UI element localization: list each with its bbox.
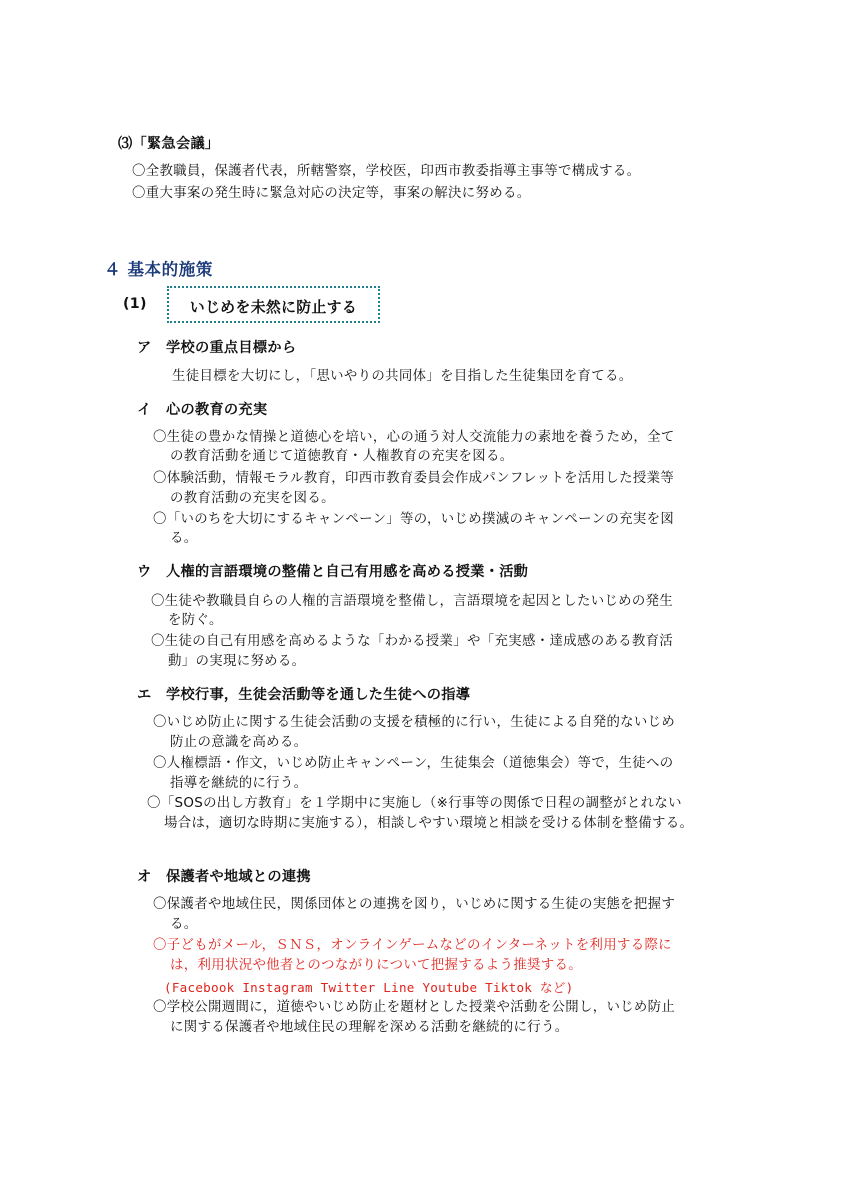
subsection-u-heading: ウ 人権的言語環境の整備と自己有用感を高める授業・活動	[137, 564, 529, 580]
subsection-o-line-2: る。	[170, 917, 198, 932]
subsection-u-line-4: 動」の実現に努める。	[168, 654, 306, 669]
subsection-o-line-1: 〇保護者や地域住民，関係団体との連携を図り，いじめに関する生徒の実態を把握す	[153, 897, 676, 912]
item1-number: (1)	[123, 296, 147, 312]
subsection-e-line-1: 〇いじめ防止に関する生徒会活動の支援を積極的に行い，生徒による自発的ないじめ	[153, 715, 676, 730]
subsection-e-line-2: 防止の意識を高める。	[170, 735, 308, 750]
subsection-i-line-3: 〇体験活動，情報モラル教育，印西市教育委員会作成パンフレットを活用した授業等	[153, 471, 675, 486]
subsection-o-highlight-line-3: (Facebook Instagram Twitter Line Youtube Tiktok など)	[164, 980, 574, 995]
item1-title-box	[167, 286, 380, 323]
section3-line-1: 〇全教職員，保護者代表，所轄警察，学校医，印西市教委指導主事等で構成する。	[132, 164, 641, 179]
section4-heading: ４ 基本的施策	[104, 260, 213, 279]
subsection-i-line-2: の教育活動を通じて道徳教育・人権教育の充実を図る。	[170, 449, 514, 464]
subsection-e-line-6: 場合は，適切な時期に実施する），相談しやすい環境と相談を受ける体制を整備する。	[164, 816, 694, 831]
subsection-a-line-1: 生徒目標を大切にし，「思いやりの共同体」を目指した生徒集団を育てる。	[172, 369, 633, 384]
section3-line-2: 〇重大事案の発生時に緊急対応の決定等，事案の解決に努める。	[132, 186, 531, 201]
subsection-o-highlight-line-1: 〇子どもがメール，ＳＮＳ，オンラインゲームなどのインターネットを利用する際に	[153, 938, 672, 953]
subsection-u-line-1: 〇生徒や教職員自らの人権的言語環境を整備し，言語環境を起因としたいじめの発生	[151, 594, 674, 609]
subsection-a-heading: ア 学校の重点目標から	[137, 340, 297, 356]
subsection-u-line-2: を防ぐ。	[168, 613, 223, 628]
subsection-o-line-4: に関する保護者や地域住民の理解を深める活動を継続的に行う。	[170, 1020, 569, 1035]
subsection-i-line-5: 〇「いのちを大切にするキャンペーン」等の，いじめ撲滅のキャンペーンの充実を図	[153, 512, 675, 527]
subsection-o-highlight-line-2: は，利用状況や他者とのつながりについて把握するよう推奨する。	[170, 958, 582, 973]
emergency-meeting-heading: ⑶「緊急会議」	[118, 136, 220, 152]
subsection-e-line-5: 〇「SOSの出し方教育」を１学期中に実施し（※行事等の関係で日程の調整がとれない	[147, 796, 682, 811]
subsection-u-line-3: 〇生徒の自己有用感を高めるような「わかる授業」や「充実感・達成感のある教育活	[151, 634, 674, 649]
item1-title: いじめを未然に防止する	[189, 299, 358, 316]
subsection-i-line-4: の教育活動の充実を図る。	[170, 491, 335, 506]
subsection-o-heading: オ 保護者や地域との連携	[137, 869, 311, 885]
subsection-i-line-1: 〇生徒の豊かな情操と道徳心を培い，心の通う対人交流能力の素地を養うため，全て	[153, 430, 675, 445]
subsection-e-line-3: 〇人権標語・作文，いじめ防止キャンペーン，生徒集会（道徳集会）等で，生徒への	[153, 756, 674, 771]
subsection-e-line-4: 指導を継続的に行う。	[170, 776, 308, 791]
subsection-e-heading: エ 学校行事，生徒会活動等を通した生徒への指導	[137, 687, 471, 703]
subsection-o-line-3: 〇学校公開週間に，道徳やいじめ防止を題材とした授業や活動を公開し，いじめ防止	[153, 1000, 676, 1015]
subsection-i-heading: イ 心の教育の充実	[137, 402, 268, 418]
subsection-i-line-6: る。	[170, 531, 198, 546]
